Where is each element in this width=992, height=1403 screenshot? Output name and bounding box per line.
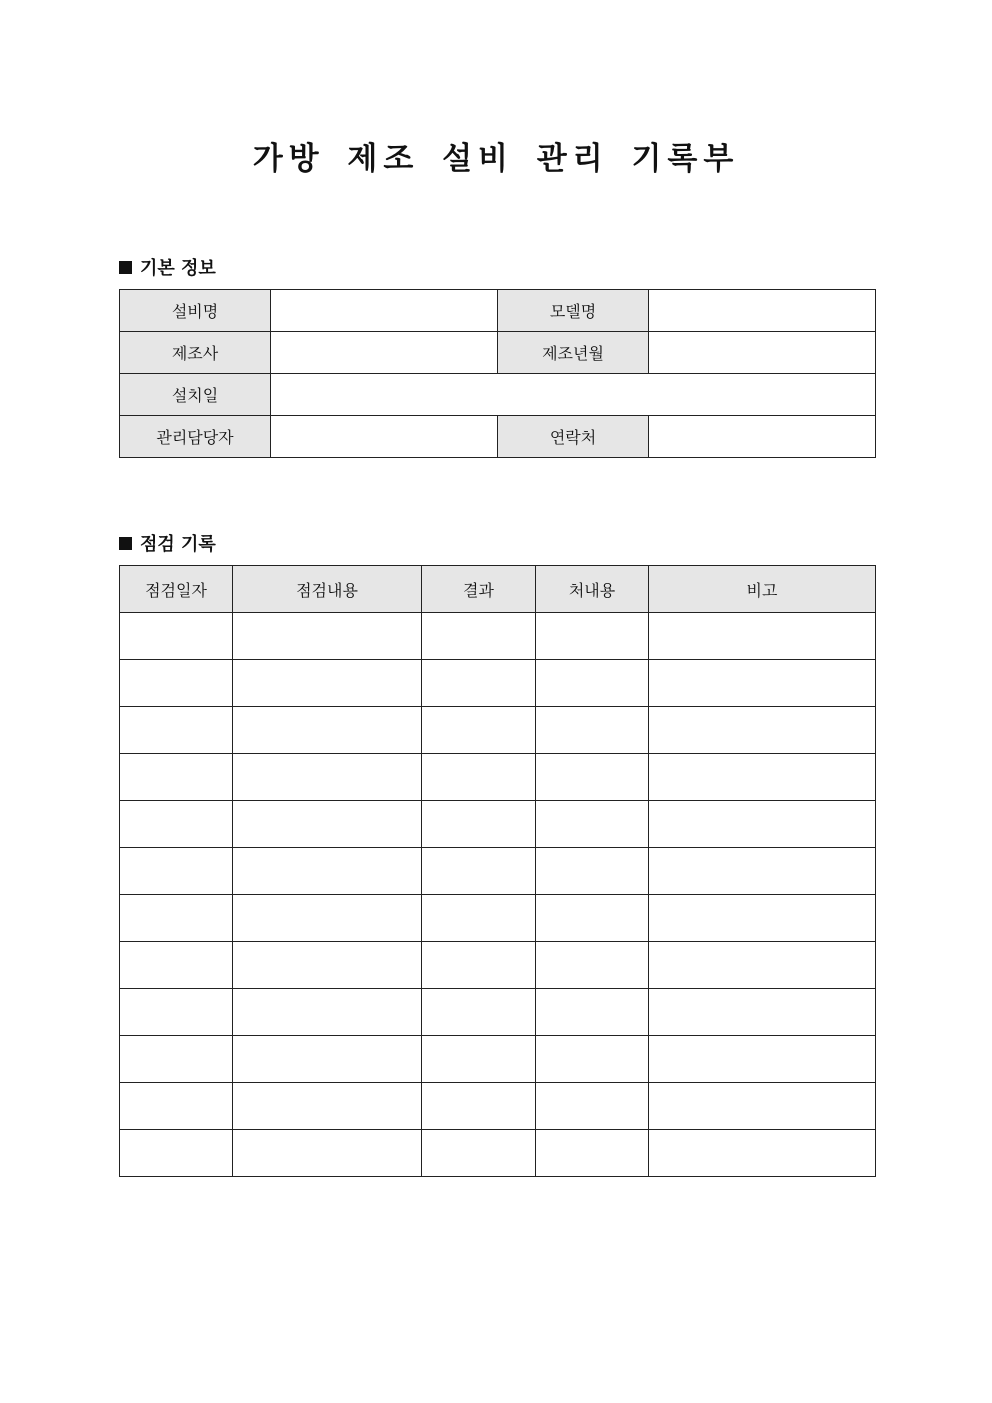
manager-field[interactable] (271, 416, 498, 458)
column-header-content: 점검내용 (233, 566, 422, 613)
date-cell[interactable] (120, 942, 233, 989)
action-cell[interactable] (536, 613, 649, 660)
content-cell[interactable] (233, 1036, 422, 1083)
table-row (120, 801, 876, 848)
content-cell[interactable] (233, 613, 422, 660)
square-bullet-icon (119, 537, 132, 550)
remarks-cell[interactable] (649, 707, 876, 754)
remarks-cell[interactable] (649, 989, 876, 1036)
column-header-remarks: 비고 (649, 566, 876, 613)
remarks-cell[interactable] (649, 1083, 876, 1130)
date-cell[interactable] (120, 1130, 233, 1177)
content-cell[interactable] (233, 754, 422, 801)
square-bullet-icon (119, 261, 132, 274)
remarks-cell[interactable] (649, 613, 876, 660)
date-cell[interactable] (120, 1083, 233, 1130)
document-title: 가방 제조 설비 관리 기록부 (252, 141, 740, 177)
content-cell[interactable] (233, 1083, 422, 1130)
contact-label: 연락처 (498, 416, 649, 458)
remarks-cell[interactable] (649, 895, 876, 942)
manufacturer-field[interactable] (271, 332, 498, 374)
action-cell[interactable] (536, 895, 649, 942)
action-cell[interactable] (536, 989, 649, 1036)
date-cell[interactable] (120, 660, 233, 707)
basic-info-heading-text: 기본 정보 (140, 258, 216, 279)
action-cell[interactable] (536, 707, 649, 754)
remarks-cell[interactable] (649, 801, 876, 848)
basic-info-heading (119, 254, 216, 280)
inspection-record-table (119, 565, 876, 1177)
result-cell[interactable] (422, 613, 536, 660)
table-row (120, 754, 876, 801)
table-row (120, 1036, 876, 1083)
result-cell[interactable] (422, 1036, 536, 1083)
model-name-field[interactable] (649, 290, 876, 332)
result-cell[interactable] (422, 801, 536, 848)
content-cell[interactable] (233, 707, 422, 754)
remarks-cell[interactable] (649, 660, 876, 707)
result-cell[interactable] (422, 754, 536, 801)
result-cell[interactable] (422, 1130, 536, 1177)
table-row (120, 895, 876, 942)
manufacturer-label: 제조사 (120, 332, 271, 374)
manufacture-date-label: 제조년월 (498, 332, 649, 374)
table-row (120, 660, 876, 707)
table-row (120, 290, 876, 332)
contact-field[interactable] (649, 416, 876, 458)
date-cell[interactable] (120, 848, 233, 895)
date-cell[interactable] (120, 895, 233, 942)
remarks-cell[interactable] (649, 1130, 876, 1177)
result-cell[interactable] (422, 895, 536, 942)
remarks-cell[interactable] (649, 1036, 876, 1083)
table-header-row (120, 566, 876, 613)
content-cell[interactable] (233, 942, 422, 989)
date-cell[interactable] (120, 1036, 233, 1083)
install-date-label: 설치일 (120, 374, 271, 416)
action-cell[interactable] (536, 1036, 649, 1083)
column-header-result: 결과 (422, 566, 536, 613)
action-cell[interactable] (536, 1083, 649, 1130)
content-cell[interactable] (233, 1130, 422, 1177)
remarks-cell[interactable] (649, 848, 876, 895)
date-cell[interactable] (120, 707, 233, 754)
model-name-label: 모델명 (498, 290, 649, 332)
manufacture-date-field[interactable] (649, 332, 876, 374)
table-row (120, 416, 876, 458)
table-row (120, 1083, 876, 1130)
result-cell[interactable] (422, 989, 536, 1036)
table-row (120, 989, 876, 1036)
content-cell[interactable] (233, 848, 422, 895)
date-cell[interactable] (120, 801, 233, 848)
content-cell[interactable] (233, 660, 422, 707)
result-cell[interactable] (422, 942, 536, 989)
date-cell[interactable] (120, 754, 233, 801)
content-cell[interactable] (233, 989, 422, 1036)
equipment-name-label: 설비명 (120, 290, 271, 332)
result-cell[interactable] (422, 1083, 536, 1130)
table-row (120, 613, 876, 660)
action-cell[interactable] (536, 801, 649, 848)
inspection-heading (119, 530, 216, 556)
inspection-heading-text: 점검 기록 (140, 534, 216, 555)
table-row (120, 848, 876, 895)
result-cell[interactable] (422, 848, 536, 895)
action-cell[interactable] (536, 1130, 649, 1177)
result-cell[interactable] (422, 660, 536, 707)
table-row (120, 332, 876, 374)
date-cell[interactable] (120, 613, 233, 660)
install-date-field[interactable] (271, 374, 876, 416)
column-header-date: 점검일자 (120, 566, 233, 613)
table-row (120, 707, 876, 754)
result-cell[interactable] (422, 707, 536, 754)
remarks-cell[interactable] (649, 942, 876, 989)
content-cell[interactable] (233, 801, 422, 848)
action-cell[interactable] (536, 848, 649, 895)
content-cell[interactable] (233, 895, 422, 942)
action-cell[interactable] (536, 754, 649, 801)
equipment-name-field[interactable] (271, 290, 498, 332)
action-cell[interactable] (536, 942, 649, 989)
table-row (120, 942, 876, 989)
manager-label: 관리담당자 (120, 416, 271, 458)
table-row (120, 1130, 876, 1177)
remarks-cell[interactable] (649, 754, 876, 801)
basic-info-table (119, 289, 876, 458)
column-header-action: 처내용 (536, 566, 649, 613)
date-cell[interactable] (120, 989, 233, 1036)
table-row (120, 374, 876, 416)
action-cell[interactable] (536, 660, 649, 707)
